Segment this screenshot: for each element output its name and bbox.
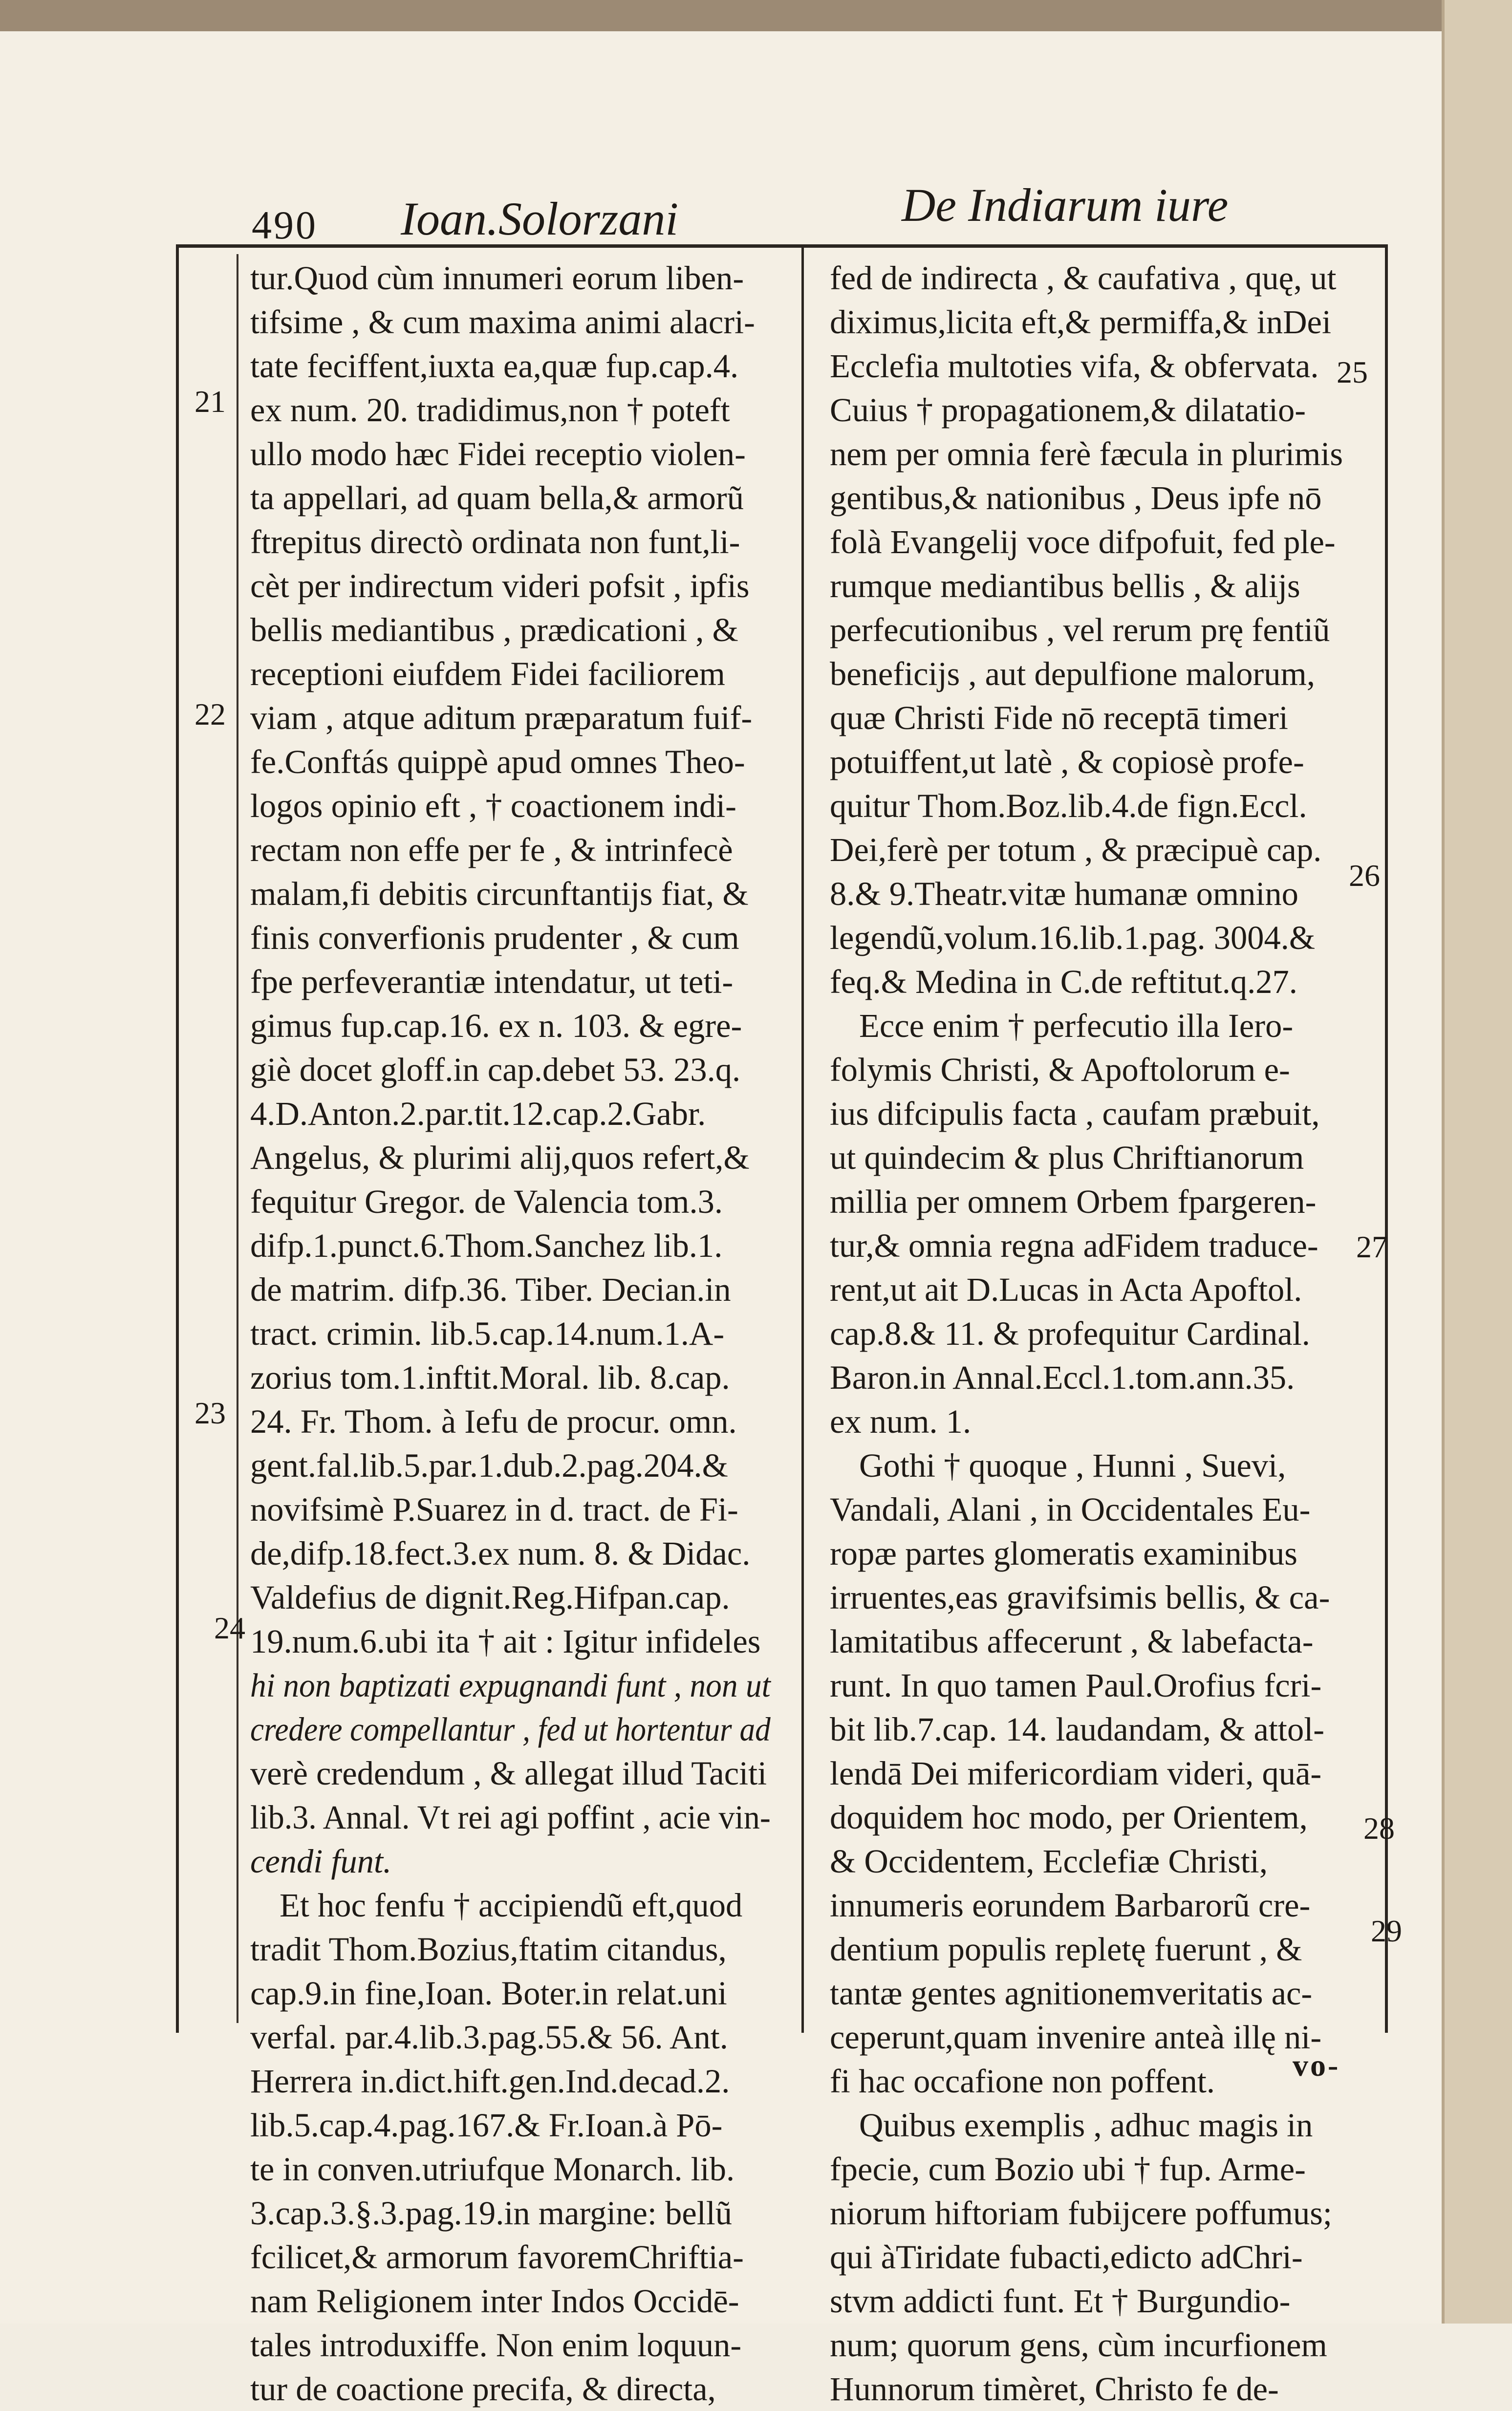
text-line: 4.D.Anton.2.par.tit.12.cap.2.Gabr. bbox=[250, 1095, 706, 1132]
text-line: tract. crimin. lib.5.cap.14.num.1.A- bbox=[250, 1315, 725, 1352]
text-line: de matrim. difp.36. Tiber. Decian.in bbox=[250, 1271, 731, 1308]
text-line: tate feciffent,iuxta ea,quæ fup.cap.4. bbox=[250, 347, 739, 385]
next-page-edge bbox=[1442, 0, 1512, 2324]
text-line: fi hac occafione non poffent. bbox=[830, 2063, 1215, 2100]
left-column bbox=[250, 256, 771, 2411]
text-line: perfecutionibus , vel rerum prę fentiũ bbox=[830, 611, 1330, 648]
margin-number-25: 25 bbox=[1337, 355, 1368, 389]
running-head-title: De Indiarum iure bbox=[902, 179, 1229, 231]
text-line: tur,& omnia regna adFidem traduce- bbox=[830, 1227, 1318, 1264]
text-line: cap.9.in fine,Ioan. Boter.in relat.uni bbox=[250, 1975, 727, 2012]
binding-edge bbox=[0, 0, 1512, 31]
text-line: gimus fup.cap.16. ex n. 103. & egre- bbox=[250, 1007, 742, 1044]
text-line: Hunnorum timèret, Christo fe de- bbox=[830, 2370, 1279, 2408]
text-line: ropæ partes glomeratis examinibus bbox=[830, 1535, 1297, 1572]
text-line: irruentes,eas gravifsimis bellis, & ca- bbox=[830, 1579, 1330, 1616]
margin-number-24: 24 bbox=[214, 1611, 245, 1645]
text-line: nem per omnia ferè fæcula in plurimis bbox=[830, 435, 1343, 473]
margin-number-27: 27 bbox=[1356, 1229, 1387, 1264]
text-line: rectam non effe per fe , & intrinfecè bbox=[250, 831, 733, 868]
text-line: Ecclefia multoties vifa, & obfervata. bbox=[830, 347, 1319, 385]
text-line: stvm addicti funt. Et † Burgundio- bbox=[830, 2282, 1291, 2320]
text-line: rent,ut ait D.Lucas in Acta Apoftol. bbox=[830, 1271, 1302, 1308]
text-line: gentibus,& nationibus , Deus ipfe nō bbox=[830, 479, 1322, 517]
text-line: fpecie, cum Bozio ubi † fup. Arme- bbox=[830, 2151, 1306, 2188]
text-line: ex num. 1. bbox=[830, 1403, 972, 1440]
margin-rule bbox=[237, 254, 238, 2023]
text-line: Quibus exemplis , adhuc magis in bbox=[859, 2107, 1313, 2144]
text-line: millia per omnem Orbem fpargeren- bbox=[830, 1183, 1317, 1220]
text-line: ceperunt,quam invenire anteà illę ni- bbox=[830, 2019, 1322, 2056]
text-line: tantæ gentes agnitionemveritatis ac- bbox=[830, 1975, 1313, 2012]
text-line: novifsimè P.Suarez in d. tract. de Fi- bbox=[250, 1491, 738, 1528]
text-line: 19.num.6.ubi ita † ait : Igitur infideles bbox=[250, 1623, 761, 1660]
text-line: num; quorum gens, cùm incurfionem bbox=[830, 2326, 1327, 2364]
text-line: beneficijs , aut depulfione malorum, bbox=[830, 655, 1315, 692]
text-line: folà Evangelij voce difpofuit, fed ple- bbox=[830, 523, 1336, 560]
text-line: Cuius † propagationem,& dilatatio- bbox=[830, 391, 1306, 429]
text-line: hi non baptizati expugnandi funt , non ut bbox=[250, 1667, 771, 1704]
text-line: quæ Christi Fide nō receptā timeri bbox=[830, 699, 1288, 736]
text-line: difp.1.punct.6.Thom.Sanchez lib.1. bbox=[250, 1227, 723, 1264]
running-head-author: Ioan.Solorzani bbox=[401, 193, 679, 245]
text-line: bellis mediantibus , prædicationi , & bbox=[250, 611, 738, 648]
text-line: ullo modo hæc Fidei receptio violen- bbox=[250, 435, 746, 473]
text-line: Et hoc fenfu † accipiendũ eft,quod bbox=[280, 1887, 743, 1924]
text-line: 8.& 9.Theatr.vitæ humanæ omnino bbox=[830, 875, 1298, 912]
text-line: diximus,licita eft,& permiffa,& inDei bbox=[830, 303, 1331, 341]
text-line: viam , atque aditum præparatum fuif- bbox=[250, 699, 753, 736]
text-line: gent.fal.lib.5.par.1.dub.2.pag.204.& bbox=[250, 1447, 728, 1484]
text-line: finis converfionis prudenter , & cum bbox=[250, 919, 739, 956]
margin-number-21: 21 bbox=[194, 384, 226, 419]
text-line: nam Religionem inter Indos Occidē- bbox=[250, 2282, 739, 2320]
text-line: rumque mediantibus bellis , & alijs bbox=[830, 567, 1300, 604]
text-line: giè docet gloff.in cap.debet 53. 23.q. bbox=[250, 1051, 741, 1088]
text-line: de,difp.18.fect.3.ex num. 8. & Didac. bbox=[250, 1535, 751, 1572]
text-line: te in conven.utriufque Monarch. lib. bbox=[250, 2151, 735, 2188]
text-line: Dei,ferè per totum , & præcipuè cap. bbox=[830, 831, 1322, 868]
text-line: doquidem hoc modo, per Orientem, bbox=[830, 1799, 1308, 1836]
text-line: Ecce enim † perfecutio illa Iero- bbox=[859, 1007, 1294, 1044]
text-line: verè credendum , & allegat illud Taciti bbox=[250, 1755, 767, 1792]
text-line: cèt per indirectum videri pofsit , ipfis bbox=[250, 567, 750, 604]
text-line: ta appellari, ad quam bella,& armorũ bbox=[250, 479, 744, 517]
text-line: malam,fi debitis circunftantijs fiat, & bbox=[250, 875, 749, 912]
folio-number: 490 bbox=[252, 203, 318, 247]
text-line: legendũ,volum.16.lib.1.pag. 3004.& bbox=[830, 919, 1316, 956]
text-line: Valdefius de dignit.Reg.Hifpan.cap. bbox=[250, 1579, 730, 1616]
text-line: verfal. par.4.lib.3.pag.55.& 56. Ant. bbox=[250, 2019, 728, 2056]
column-divider bbox=[801, 244, 804, 2033]
text-line: 24. Fr. Thom. à Iefu de procur. omn. bbox=[250, 1403, 737, 1440]
text-line: runt. In quo tamen Paul.Orofius fcri- bbox=[830, 1667, 1322, 1704]
text-line: ex num. 20. tradidimus,non † poteft bbox=[250, 391, 730, 429]
right-column bbox=[830, 256, 1350, 2411]
text-line: Vandali, Alani , in Occidentales Eu- bbox=[830, 1491, 1311, 1528]
text-line: feq.& Medina in C.de reftitut.q.27. bbox=[830, 963, 1297, 1000]
margin-number-29: 29 bbox=[1371, 1914, 1402, 1948]
text-line: dentium populis repletę fuerunt , & bbox=[830, 1931, 1302, 1968]
text-line: lib.3. Annal. Vt rei agi poffint , acie vin- bbox=[250, 1799, 771, 1836]
text-line: 3.cap.3.§.3.pag.19.in margine: bellũ bbox=[250, 2195, 733, 2232]
margin-number-23: 23 bbox=[194, 1396, 226, 1430]
text-line: tur.Quod cùm innumeri eorum liben- bbox=[250, 259, 744, 297]
text-line: Herrera in.dict.hift.gen.Ind.decad.2. bbox=[250, 2063, 730, 2100]
text-line: cendi funt. bbox=[250, 1843, 392, 1880]
text-line: zorius tom.1.inftit.Moral. lib. 8.cap. bbox=[250, 1359, 730, 1396]
text-line: folymis Christi, & Apoftolorum e- bbox=[830, 1051, 1290, 1088]
text-line: fpe perfeverantiæ intendatur, ut teti- bbox=[250, 963, 734, 1000]
text-line: bit lib.7.cap. 14. laudandam, & attol- bbox=[830, 1711, 1325, 1748]
text-line: qui àTiridate fubacti,edicto adChri- bbox=[830, 2239, 1303, 2276]
text-line: logos opinio eft , † coactionem indi- bbox=[250, 787, 736, 824]
catchword: vo- bbox=[1293, 2048, 1340, 2083]
text-line: fcilicet,& armorum favoremChriftia- bbox=[250, 2239, 744, 2276]
text-line: credere compellantur , fed ut hortentur ad bbox=[250, 1711, 771, 1748]
text-line: lendā Dei mifericordiam videri, quā- bbox=[830, 1755, 1322, 1792]
text-line: ius difcipulis facta , caufam præbuit, bbox=[830, 1095, 1320, 1132]
text-line: Gothi † quoque , Hunni , Suevi, bbox=[859, 1447, 1286, 1484]
text-line: potuiffent,ut latè , & copiosè profe- bbox=[830, 743, 1304, 780]
text-line: cap.8.& 11. & profequitur Cardinal. bbox=[830, 1315, 1310, 1352]
text-line: Baron.in Annal.Eccl.1.tom.ann.35. bbox=[830, 1359, 1295, 1396]
text-line: tales introduxiffe. Non enim loquun- bbox=[250, 2326, 742, 2364]
text-line: lib.5.cap.4.pag.167.& Fr.Ioan.à Pō- bbox=[250, 2107, 723, 2144]
text-line: ut quindecim & plus Chriftianorum bbox=[830, 1139, 1304, 1176]
text-line: tifsime , & cum maxima animi alacri- bbox=[250, 303, 755, 341]
margin-number-28: 28 bbox=[1363, 1811, 1395, 1846]
text-line: innumeris eorundem Barbarorũ cre- bbox=[830, 1887, 1311, 1924]
text-line: Angelus, & plurimi alij,quos refert,& bbox=[250, 1139, 750, 1176]
text-line: quitur Thom.Boz.lib.4.de fign.Eccl. bbox=[830, 787, 1307, 824]
text-line: tradit Thom.Bozius,ftatim citandus, bbox=[250, 1931, 727, 1968]
text-line: receptioni eiufdem Fidei faciliorem bbox=[250, 655, 725, 692]
text-line: fequitur Gregor. de Valencia tom.3. bbox=[250, 1183, 723, 1220]
text-line: tur de coactione precifa, & directa, bbox=[250, 2370, 716, 2408]
text-line: & Occidentem, Ecclefiæ Christi, bbox=[830, 1843, 1268, 1880]
text-line: fed de indirecta , & caufativa , quę, ut bbox=[830, 259, 1337, 297]
text-line: niorum hiftoriam fubijcere poffumus; bbox=[830, 2195, 1332, 2232]
text-line: lamitatibus affecerunt , & labefacta- bbox=[830, 1623, 1314, 1660]
text-line: fe.Conftás quippè apud omnes Theo- bbox=[250, 743, 745, 780]
margin-number-26: 26 bbox=[1349, 858, 1380, 893]
text-line: ftrepitus directò ordinata non funt,li- bbox=[250, 523, 740, 560]
margin-number-22: 22 bbox=[194, 697, 226, 732]
